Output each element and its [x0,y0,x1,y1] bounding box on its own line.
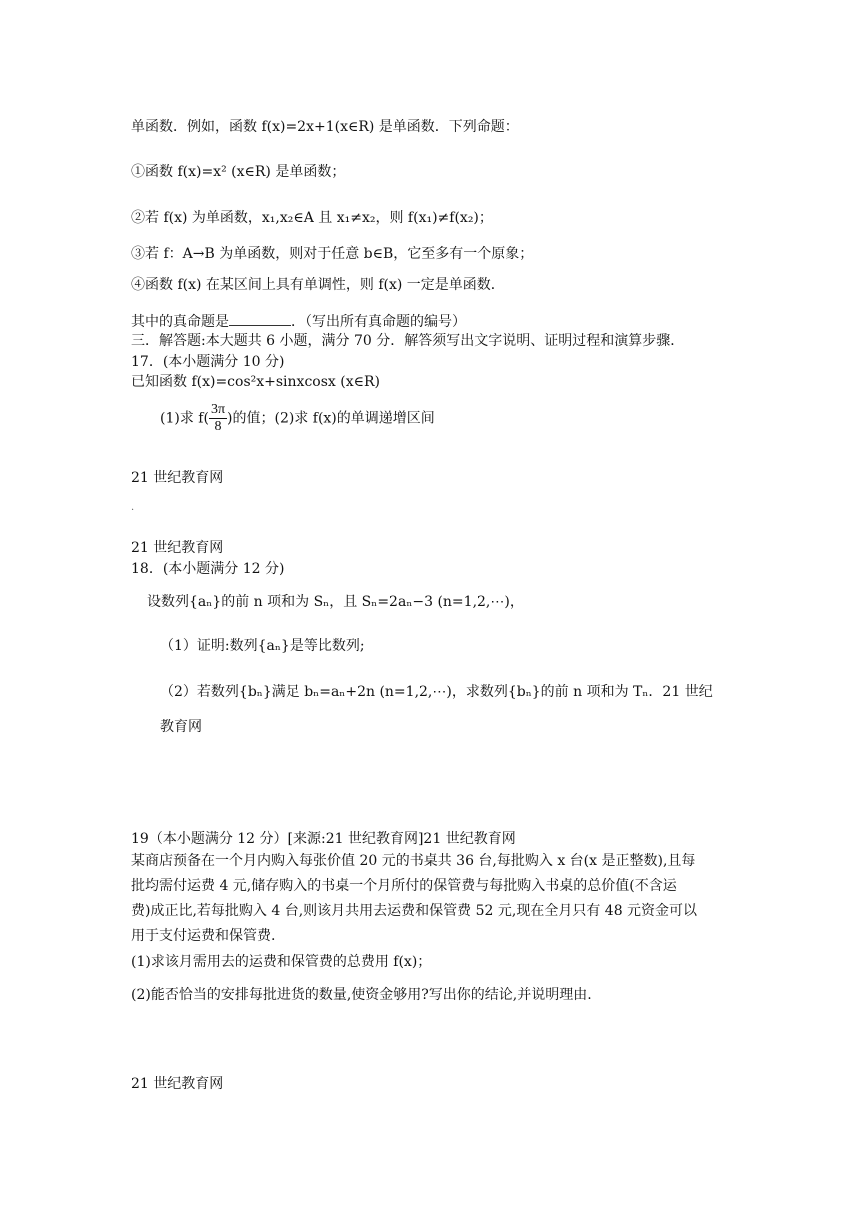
stray-mark: · [131,505,135,516]
q17-heading: 17．(本小题满分 10 分) [131,354,285,370]
true-note: ．（写出所有真命题的编号） [291,314,466,330]
proposition-3: ③若 f：A→B 为单函数，则对于任意 b∈B，它至多有一个原象； [131,246,534,262]
true-proposition-line [131,313,466,331]
q19-part-2: (2)能否恰当的安排每批进货的数量,使资金够用?写出你的结论,并说明理由. [131,987,592,1003]
fraction-3pi-over-8 [209,402,227,435]
intro-line: 单函数．例如，函数 f(x)=2x+1(x∈R) 是单函数．下列命题： [131,119,519,135]
watermark-1: 21 世纪教育网 [131,470,224,486]
fraction-denominator: 8 [214,419,222,434]
section-3-heading: 三．解答题:本大题共 6 小题，满分 70 分．解答须写出文字说明、证明过程和演算步骤． [131,333,685,349]
watermark-2: 21 世纪教育网 [131,540,224,556]
fraction-numerator: 3π [210,402,226,417]
q17-sub-a: (1)求 f( [160,410,209,427]
q18-part-2-continued: 教育网 [160,719,202,735]
q17-stem: 已知函数 f(x)=cos²x+sinxcosx (x∈R) [131,374,380,390]
q18-part-2: （2）若数列{bₙ}满足 bₙ=aₙ+2n (n=1,2,⋯)，求数列{bₙ}的前 n 项和为 Tₙ．21 世纪 [160,684,713,700]
answer-blank [229,313,291,326]
q17-sub-b: )的值；(2)求 f(x)的单调递增区间 [227,410,435,427]
proposition-1: ①函数 f(x)=x² (x∈R) 是单函数； [131,164,346,180]
q19-line-3: 费)成正比,若每批购入 4 台,则该月共用去运费和保管费 52 元,现在全月只有 48 元资金可以 [131,903,698,919]
q19-line-2: 批均需付运费 4 元,储存购入的书桌一个月所付的保管费与每批购入书桌的总价值(不含运 [131,878,677,894]
q17-subquestions [160,402,435,435]
q19-line-4: 用于支付运费和保管费. [131,928,276,944]
q19-part-1: (1)求该月需用去的运费和保管费的总费用 f(x)； [131,954,432,970]
true-label: 其中的真命题是 [131,314,229,330]
proposition-4: ④函数 f(x) 在某区间上具有单调性，则 f(x) 一定是单函数． [131,277,505,293]
q19-line-1: 某商店预备在一个月内购入每张价值 20 元的书桌共 36 台,每批购入 x 台(x 是正整数),且每 [131,853,696,869]
q18-part-1: （1）证明:数列{aₙ}是等比数列; [160,638,365,654]
watermark-3: 21 世纪教育网 [131,1076,224,1092]
proposition-2: ②若 f(x) 为单函数，x₁,x₂∈A 且 x₁≠x₂，则 f(x₁)≠f(x₂)； [131,210,493,226]
q19-heading: 19（本小题满分 12 分）[来源:21 世纪教育网]21 世纪教育网 [131,831,516,847]
q18-stem: 设数列{aₙ}的前 n 项和为 Sₙ，且 Sₙ=2aₙ−3 (n=1,2,⋯)， [147,594,524,610]
q18-heading: 18．(本小题满分 12 分) [131,561,285,577]
